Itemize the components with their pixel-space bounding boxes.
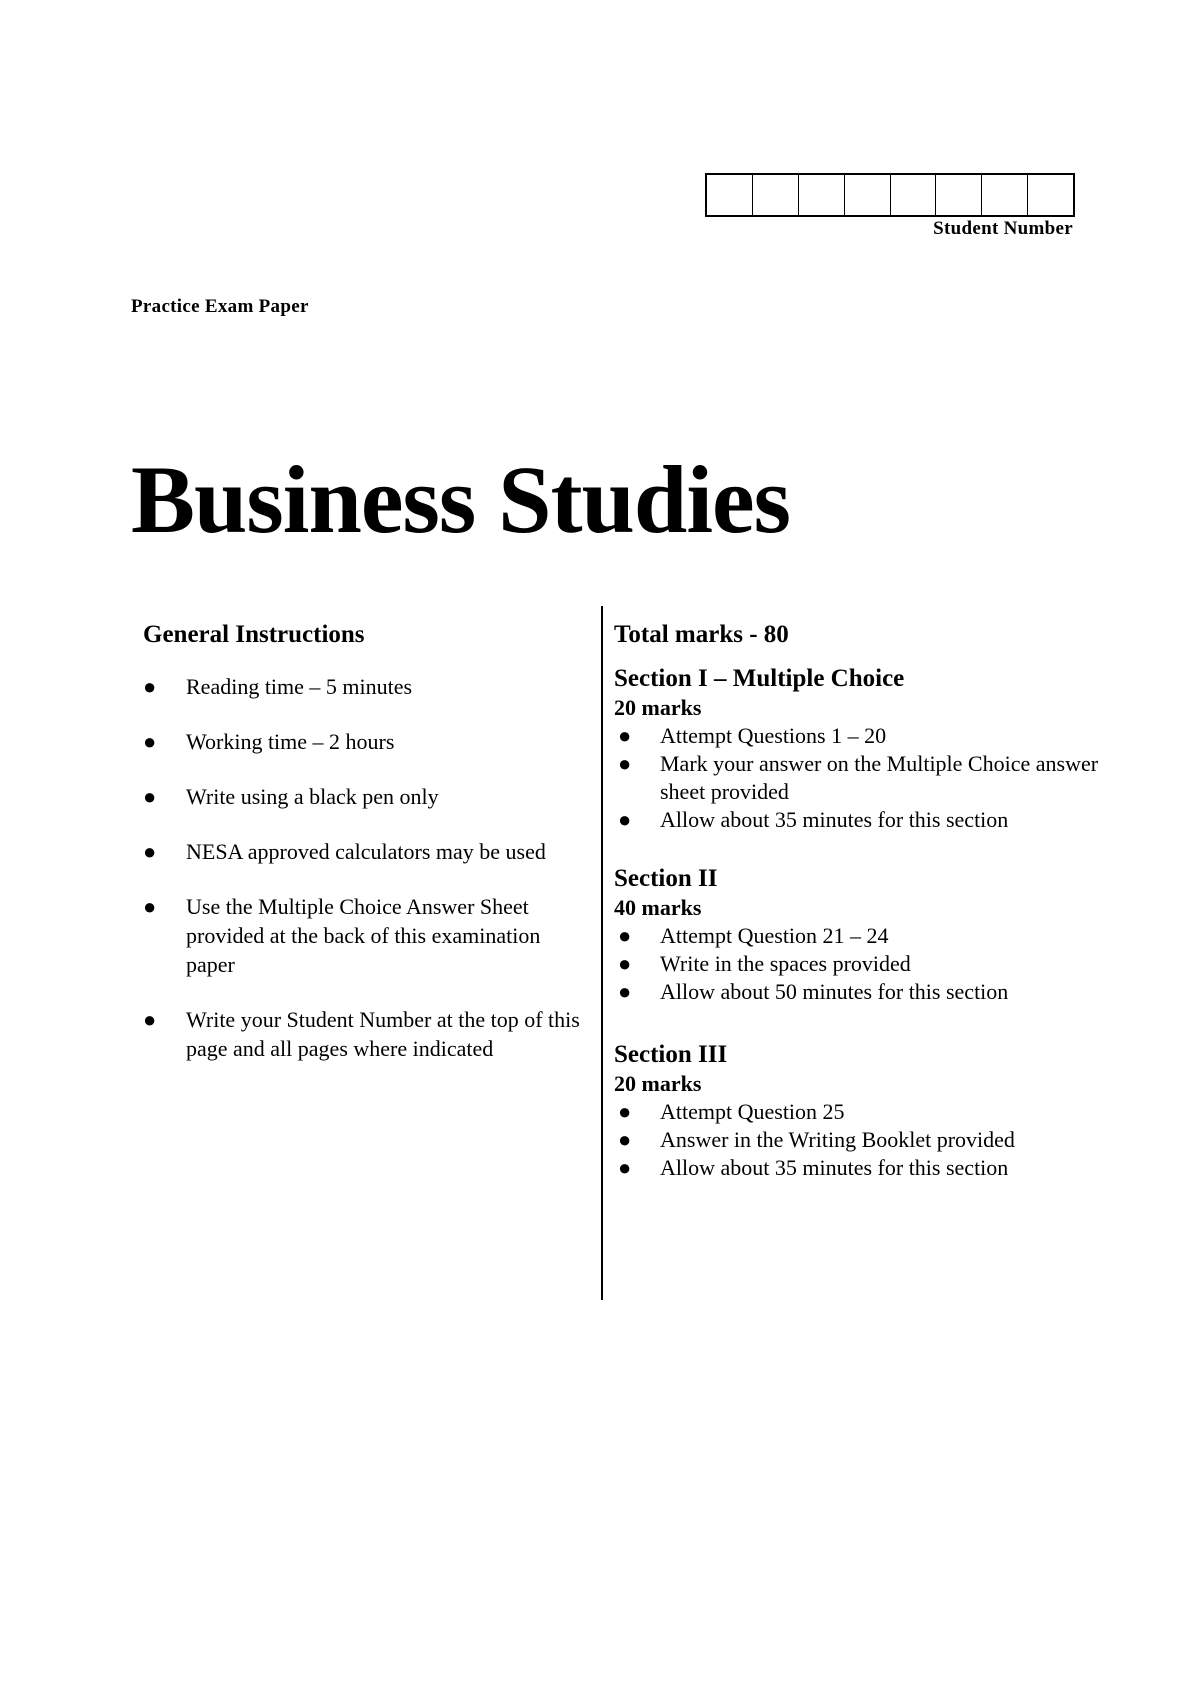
student-number-cell[interactable] [845, 175, 891, 215]
bullet-icon: ● [618, 723, 632, 748]
section-title: Section II [614, 865, 718, 892]
section-marks: 20 marks [614, 1071, 702, 1096]
list-item [614, 806, 1100, 834]
section-item-text: Answer in the Writing Booklet provided [660, 1127, 1015, 1152]
section-item-text: Write in the spaces provided [660, 951, 911, 976]
bullet-icon: ● [143, 894, 157, 919]
list-item [143, 892, 593, 979]
section-item-text: Attempt Questions 1 – 20 [660, 723, 887, 748]
instruction-text: Working time – 2 hours [186, 729, 395, 754]
column-divider [601, 606, 603, 1300]
bullet-icon: ● [143, 674, 157, 699]
practice-exam-label: Practice Exam Paper [131, 296, 309, 317]
bullet-icon: ● [618, 951, 632, 976]
general-instructions-heading: General Instructions [143, 621, 365, 648]
student-number-label: Student Number [933, 218, 1073, 239]
list-item [143, 727, 593, 756]
list-item [143, 672, 593, 701]
bullet-icon: ● [618, 1099, 632, 1124]
instruction-text: Write your Student Number at the top of this page and all pages where indicated [186, 1007, 580, 1061]
student-number-cell[interactable] [982, 175, 1028, 215]
section-item-text: Allow about 50 minutes for this section [660, 979, 1009, 1004]
instruction-text: NESA approved calculators may be used [186, 839, 546, 864]
section-marks: 20 marks [614, 695, 702, 720]
section-1 [614, 664, 1100, 834]
marks-summary [614, 620, 1100, 1182]
section-2 [614, 864, 1100, 1006]
section-item-text: Allow about 35 minutes for this section [660, 807, 1009, 832]
instruction-text: Use the Multiple Choice Answer Sheet provided at the back of this examination paper [186, 894, 541, 977]
section-list [614, 922, 1100, 1006]
student-number-cell[interactable] [1028, 175, 1073, 215]
list-item [614, 950, 1100, 978]
list-item [614, 1126, 1100, 1154]
section-list [614, 1098, 1100, 1182]
instruction-text: Reading time – 5 minutes [186, 674, 413, 699]
section-3 [614, 1040, 1100, 1182]
bullet-icon: ● [618, 923, 632, 948]
list-item [614, 978, 1100, 1006]
bullet-icon: ● [618, 807, 632, 832]
student-number-cell[interactable] [936, 175, 982, 215]
list-item [143, 1005, 593, 1063]
section-item-text: Mark your answer on the Multiple Choice answer sheet provided [660, 751, 1099, 804]
section-item-text: Attempt Question 21 – 24 [660, 923, 889, 948]
student-number-cell[interactable] [753, 175, 799, 215]
section-title: Section III [614, 1041, 728, 1068]
student-number-cell[interactable] [891, 175, 937, 215]
bullet-icon: ● [143, 729, 157, 754]
page-title: Business Studies [131, 446, 790, 553]
section-list [614, 722, 1100, 834]
instruction-text: Write using a black pen only [186, 784, 439, 809]
list-item [614, 1154, 1100, 1182]
list-item [614, 1098, 1100, 1126]
list-item [143, 782, 593, 811]
bullet-icon: ● [618, 1155, 632, 1180]
bullet-icon: ● [618, 751, 632, 776]
section-item-text: Allow about 35 minutes for this section [660, 1155, 1009, 1180]
bullet-icon: ● [143, 1007, 157, 1032]
section-title: Section I – Multiple Choice [614, 665, 905, 692]
list-item [614, 922, 1100, 950]
section-item-text: Attempt Question 25 [660, 1099, 845, 1124]
general-instructions [143, 620, 593, 1089]
student-number-boxes[interactable] [705, 173, 1075, 217]
bullet-icon: ● [143, 784, 157, 809]
list-item [614, 722, 1100, 750]
student-number-cell[interactable] [799, 175, 845, 215]
bullet-icon: ● [618, 979, 632, 1004]
total-marks: Total marks - 80 [614, 621, 789, 648]
list-item [143, 837, 593, 866]
general-instructions-list [143, 672, 593, 1063]
bullet-icon: ● [618, 1127, 632, 1152]
bullet-icon: ● [143, 839, 157, 864]
student-number-cell[interactable] [707, 175, 753, 215]
section-marks: 40 marks [614, 895, 702, 920]
list-item [614, 750, 1100, 806]
